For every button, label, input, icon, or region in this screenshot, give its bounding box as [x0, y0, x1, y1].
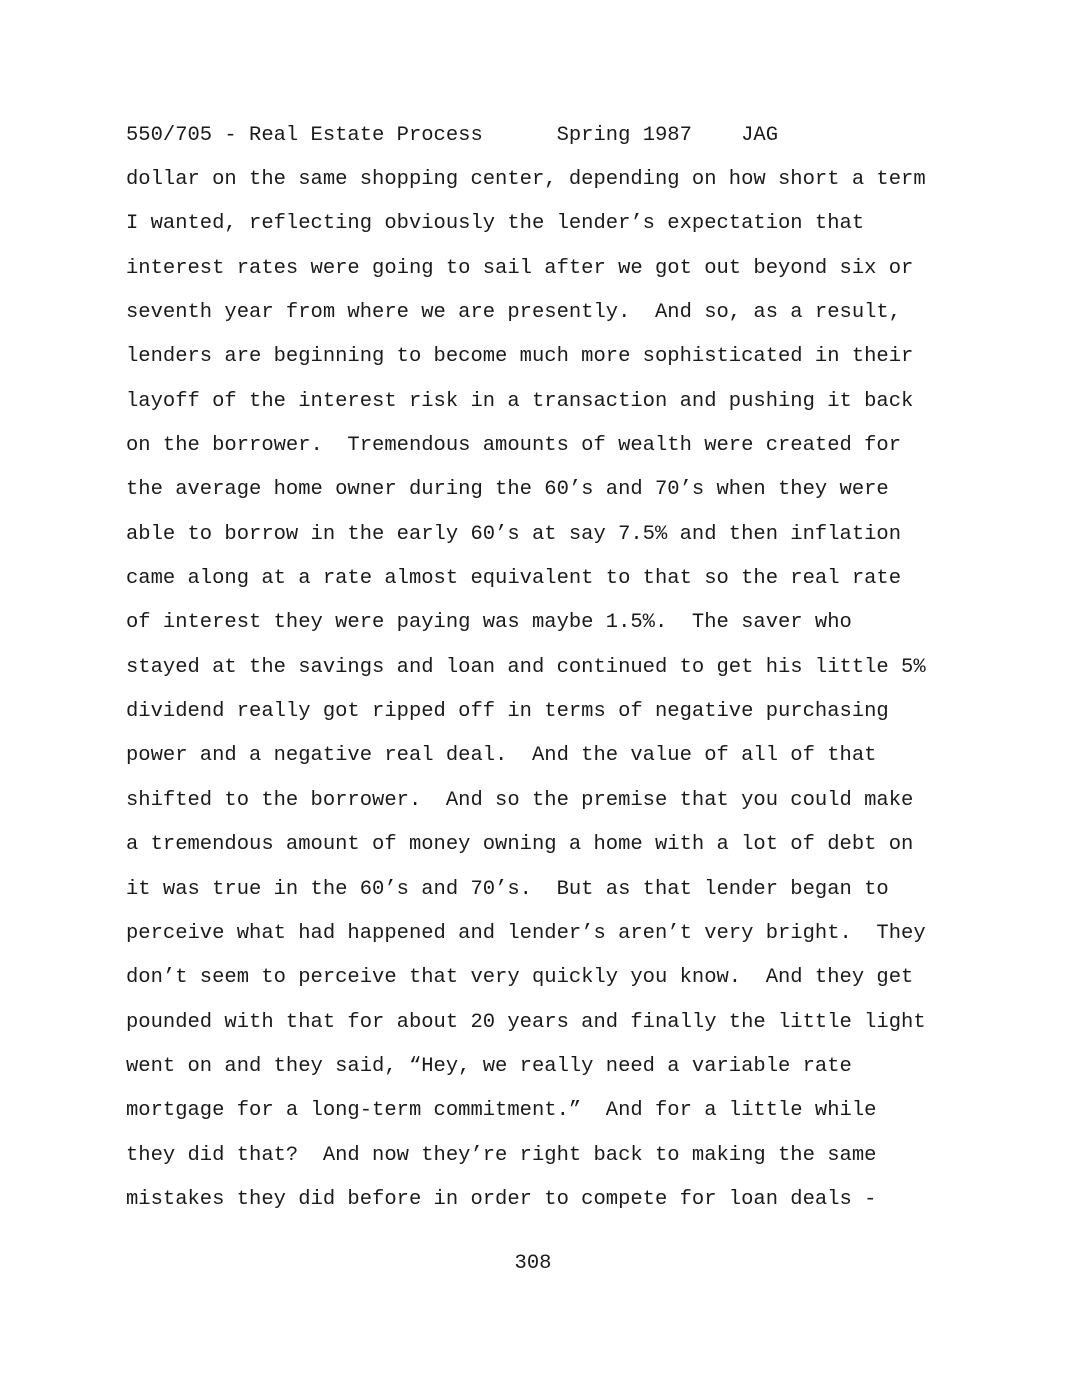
text-line: the average home owner during the 60’s and 70’s when they were [126, 478, 889, 502]
text-line: seventh year from where we are presently. And so, as a result, [126, 301, 902, 325]
text-line: perceive what had happened and lender’s aren’t very bright. They [126, 921, 926, 945]
page-header [126, 122, 778, 150]
text-line: on the borrower. Tremendous amounts of wealth were created for [126, 434, 902, 458]
text-line: lenders are beginning to become much more sophisticated in their [126, 345, 914, 369]
transcript-body [126, 166, 956, 1230]
page-number: 308 [514, 1252, 552, 1275]
text-line: mistakes they did before in order to compete for loan deals - [126, 1187, 877, 1211]
text-line: of interest they were paying was maybe 1.5%. The saver who [126, 611, 852, 635]
text-line: dollar on the same shopping center, depending on how short a term [126, 168, 926, 191]
text-line: shifted to the borrower. And so the premise that you could make [126, 788, 914, 812]
text-line: stayed at the savings and loan and continued to get his little 5% [126, 655, 926, 679]
initials: JAG [741, 124, 779, 147]
text-line: came along at a rate almost equivalent to that so the real rate [126, 567, 902, 591]
text-line: layoff of the interest risk in a transaction and pushing it back [126, 389, 914, 413]
text-line: interest rates were going to sail after we got out beyond six or [126, 256, 914, 280]
text-line: power and a negative real deal. And the value of all of that [126, 744, 877, 768]
text-line: a tremendous amount of money owning a home with a lot of debt on [126, 833, 914, 857]
text-line: don’t seem to perceive that very quickly you know. And they get [126, 966, 914, 990]
text-line: mortgage for a long-term commitment.” And for a little while [126, 1099, 877, 1123]
text-line: it was true in the 60’s and 70’s. But as that lender began to [126, 877, 889, 901]
text-line: they did that? And now they’re right back to making the same [126, 1143, 877, 1167]
text-line: dividend really got ripped off in terms of negative purchasing [126, 700, 889, 724]
term: Spring 1987 [556, 124, 692, 147]
text-line: pounded with that for about 20 years and finally the little light [126, 1010, 926, 1034]
course-title: 550/705 - Real Estate Process [126, 124, 483, 147]
text-line: able to borrow in the early 60’s at say 7.5% and then inflation [126, 522, 902, 546]
text-line: went on and they said, “Hey, we really need a variable rate [126, 1054, 852, 1078]
text-line: I wanted, reflecting obviously the lender’s expectation that [126, 212, 865, 236]
